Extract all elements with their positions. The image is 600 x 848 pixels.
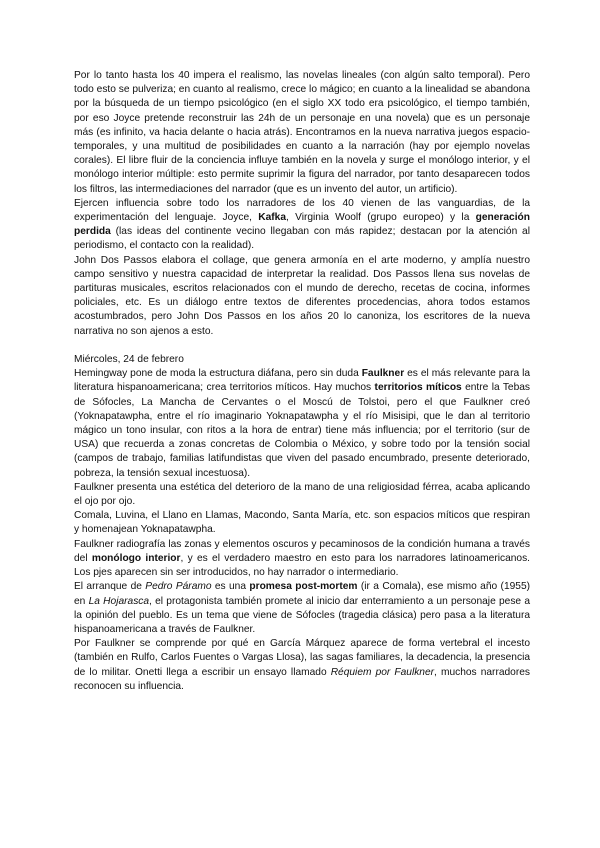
italic-title: Pedro Páramo xyxy=(145,581,212,593)
text-run: , el protagonista también promete al inicio dar enterramiento a un personaje pese a la opinión del pueblo. Es un tema que viene de Sófocles (tragedia clásica) pero pasa a la literatura hispanoamericana a través de Faulkner. xyxy=(74,595,530,635)
text-run: Ejercen influencia sobre todo los narradores de los 40 vienen de las vanguardias, de la experimentación del lenguaje. Joyce, xyxy=(74,197,530,224)
text-run: (ir a Comala), ese mismo año (1955) en xyxy=(74,581,530,607)
bold-text: Faulkner xyxy=(361,368,405,380)
text-run: , Virginia Woolf (grupo europeo) y la xyxy=(285,212,476,224)
paragraph-p3 xyxy=(74,254,530,339)
bold-text: promesa post-mortem xyxy=(249,581,358,593)
paragraph-p7 xyxy=(74,538,530,581)
text-run: Hemingway pone de moda la estructura diáfana, pero sin duda xyxy=(74,368,362,380)
paragraph-p2 xyxy=(74,197,530,254)
italic-title: La Hojarasca xyxy=(88,595,150,607)
text-run: es una xyxy=(211,581,250,593)
paragraph-p5 xyxy=(74,481,530,509)
bold-text: generación perdida xyxy=(74,212,530,238)
italic-title: Réquiem por Faulkner xyxy=(330,666,435,678)
paragraph-p1 xyxy=(74,69,530,197)
bold-text: territorios míticos xyxy=(374,382,462,394)
text-run: Miércoles, 24 de febrero xyxy=(74,354,184,366)
paragraph-p9 xyxy=(74,637,530,694)
date-heading xyxy=(74,353,530,367)
paragraph-p6 xyxy=(74,509,530,537)
text-run: , muchos narradores reconocen su influencia. xyxy=(74,666,530,692)
text-run: Faulkner presenta una estética del deterioro de la mano de una religiosidad férrea, acaba aplicando el ojo por ojo. xyxy=(74,481,530,508)
paragraph-p8 xyxy=(74,580,530,637)
bold-text: Kafka xyxy=(258,212,286,224)
text-run: entre la Tebas de Sófocles, La Mancha de Cervantes o el Moscú de Tolstoi, pero el que Faulkner creó (Yoknapatawpha, entre el río imaginario Yoknapatawpha y el río Misisipi, que le dan al territorio mágico un tono insular, con ritos a la hora de entrar) tiene más influencia; por el territorio (sur de USA) que recuerda a zonas concretas de Colombia o México, y sobre todo por la tensión social (campos de trabajo, familias latifundistas que viven del pasado encumbrado, presente deteriorado, pobreza, la tensión sexual incestuosa). xyxy=(74,382,531,479)
text-run: es el más relevante para la literatura hispanoamericana; crea territorios míticos. Hay muchos xyxy=(74,368,530,394)
text-run: El arranque de xyxy=(74,581,146,593)
paragraph-p4 xyxy=(74,367,530,481)
text-run: , y es el verdadero maestro en esto para los narradores latinoamericanos. Los pjes aparecen sin ser introducidos, no hay narrador o intermediario. xyxy=(74,552,531,579)
text-run: Por Faulkner se comprende por qué en García Márquez aparece de forma vertebral el incesto (también en Rulfo, Carlos Fuentes o Vargas Llosa), las sagas familiares, la decadencia, la presencia de lo militar. Onetti llega a escribir un ensayo llamado xyxy=(74,638,530,678)
text-run: Faulkner radiografía las zonas y elementos oscuros y pecaminosos de la condición humana a través del xyxy=(74,538,530,564)
document-body xyxy=(74,69,530,694)
text-run: Por lo tanto hasta los 40 impera el realismo, las novelas lineales (con algún salto temporal). Pero todo esto se pulveriza; en cuanto al realismo, crece lo mágico; en cuanto a la linealidad se abandona por la búsqueda de un tiempo psicológico (en el siglo XX todo era psicológico, el tiempo también, por eso Joyce pretende reconstruir las 24h de un personaje en una novela) que es un personaje más (es infinito, va hacia delante o hacia atrás). Encontramos en la nueva narrativa juegos espacio-temporales, y una multitud de posibilidades en cuanto a la narración (hay por ejemplo novelas corales). El libre fluir de la conciencia influye también en la novela y surge el monólogo interior, y el monólogo interior múltiple: esto permite suprimir la figura del narrador, por tanto desaparecen todos los filtros, las intermediaciones del narrador (que es un invento del autor, un artificio). xyxy=(74,70,530,195)
text-run: Comala, Luvina, el Llano en Llamas, Macondo, Santa María, etc. son espacios míticos que respiran y homenajean Yoknapatawpha. xyxy=(74,510,530,536)
text-run: (las ideas del continente vecino llegaban con más rapidez; destacan por la atención al periodismo, el contacto con la realidad). xyxy=(74,226,530,252)
bold-text: monólogo interior xyxy=(91,552,181,564)
text-run: John Dos Passos elabora el collage, que genera armonía en el arte moderno, y amplía nuestro campo sensitivo y nuestra capacidad de interpretar la realidad. Dos Passos llena sus novelas de partituras musicales, escritos relacionados con el mundo de derecho, recetas de cocina, informes policiales, etc. Es un diálogo entre textos de diferentes procedencias, ahora todos estamos acostumbrados, pero John Dos Passos en los años 20 lo canoniza, los escritores de la nueva narrativa no son ajenos a esto. xyxy=(74,254,530,337)
